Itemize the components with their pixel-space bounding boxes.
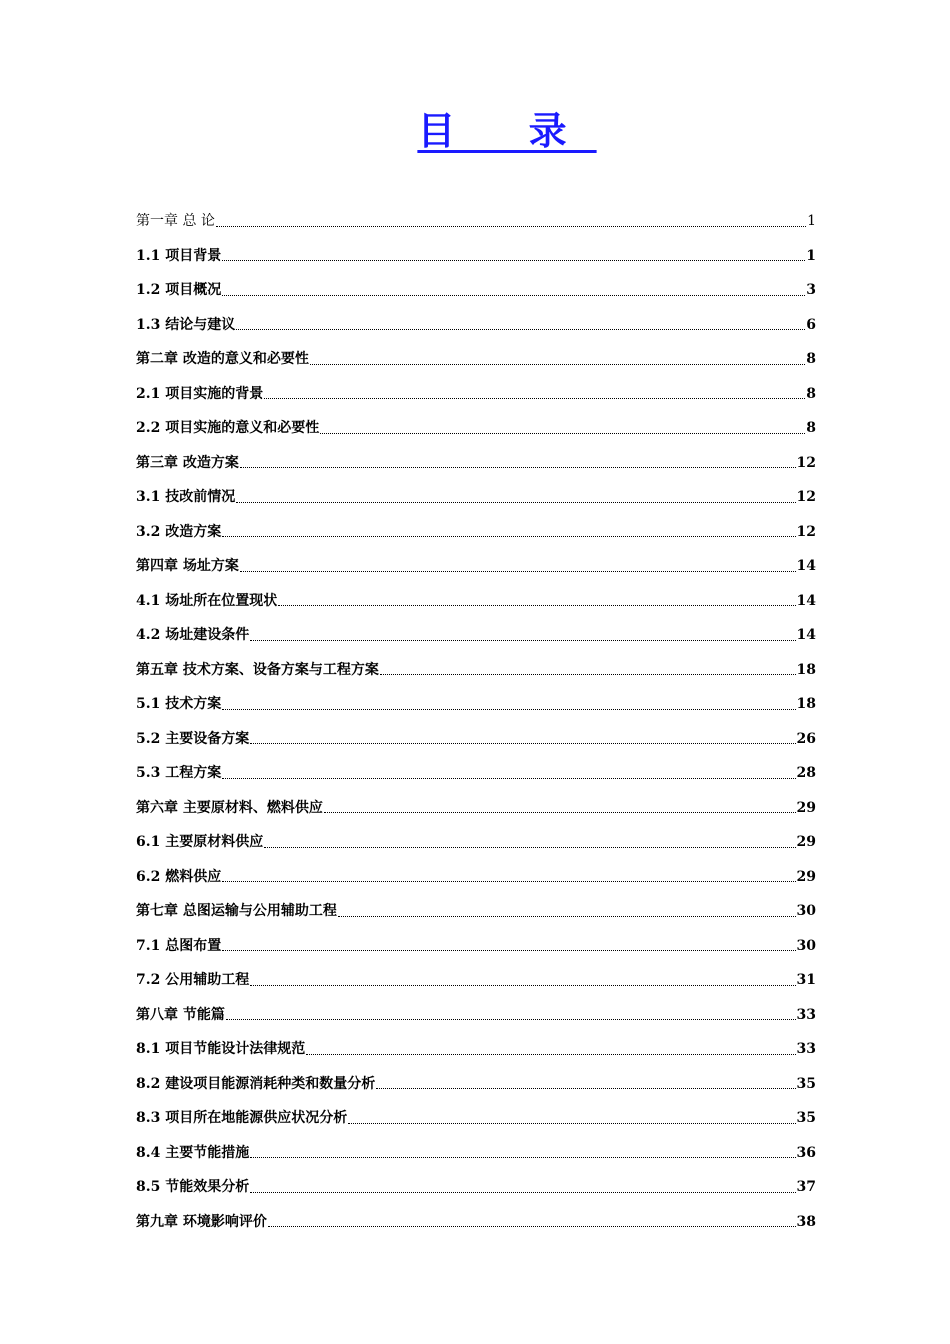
toc-entry[interactable] <box>136 722 816 757</box>
toc-entry-page-number: 8 <box>806 420 816 436</box>
toc-entry[interactable] <box>136 1067 816 1102</box>
toc-title-container <box>32 100 950 155</box>
toc-entry-label: 5.3 工程方案 <box>136 765 222 781</box>
toc-dot-leader <box>348 1101 795 1136</box>
toc-dot-leader <box>250 963 795 998</box>
toc-entry-page-number: 29 <box>796 868 816 885</box>
toc-entry[interactable] <box>136 653 816 688</box>
toc-entry-label: 3.2 改造方案 <box>136 523 222 540</box>
toc-entry-label: 7.1 总图布置 <box>136 937 222 954</box>
toc-entry[interactable] <box>136 1032 816 1067</box>
toc-dot-leader <box>250 722 795 757</box>
toc-entry-page-number: 36 <box>796 1144 816 1161</box>
toc-entry-page-number: 30 <box>796 937 816 954</box>
toc-entry-label: 2.2 项目实施的意义和必要性 <box>136 420 320 436</box>
toc-entry-label: 第五章 技术方案、设备方案与工程方案 <box>136 661 379 678</box>
toc-entry-label: 2.1 项目实施的背景 <box>136 385 264 402</box>
toc-entry-label: 5.1 技术方案 <box>136 696 222 712</box>
toc-entry[interactable] <box>136 825 816 860</box>
toc-entry-label: 8.2 建设项目能源消耗种类和数量分析 <box>136 1075 376 1092</box>
toc-entry[interactable] <box>136 411 816 446</box>
toc-entry-label: 8.1 项目节能设计法律规范 <box>136 1041 306 1057</box>
toc-dot-leader <box>236 308 805 343</box>
toc-dot-leader <box>278 584 795 619</box>
toc-entry-label: 1.2 项目概况 <box>136 282 222 298</box>
toc-entry[interactable] <box>136 584 816 619</box>
toc-dot-leader <box>380 653 796 688</box>
toc-entry[interactable] <box>136 791 816 826</box>
toc-entry-label: 4.1 场址所在位置现状 <box>136 592 278 609</box>
toc-dot-leader <box>320 411 805 446</box>
toc-entry-label: 第八章 节能篇 <box>136 1006 225 1023</box>
toc-entry-page-number: 18 <box>796 661 816 678</box>
toc-entry[interactable] <box>136 549 816 584</box>
toc-entry-label: 6.2 燃料供应 <box>136 868 222 885</box>
toc-entry-label: 第六章 主要原材料、燃料供应 <box>136 799 323 816</box>
toc-dot-leader <box>250 618 795 653</box>
toc-entry-page-number: 26 <box>796 730 816 747</box>
toc-entry[interactable] <box>136 204 816 239</box>
toc-dot-leader <box>240 549 796 584</box>
toc-entry-label: 8.5 节能效果分析 <box>136 1179 250 1195</box>
toc-entry-label: 6.1 主要原材料供应 <box>136 834 264 850</box>
table-of-contents <box>136 204 816 1239</box>
toc-entry[interactable] <box>136 998 816 1033</box>
toc-entry-page-number: 12 <box>796 454 816 471</box>
toc-dot-leader <box>324 791 796 826</box>
toc-entry-page-number: 30 <box>796 903 816 919</box>
toc-entry-label: 第九章 环境影响评价 <box>136 1213 267 1230</box>
toc-entry[interactable] <box>136 377 816 412</box>
toc-title-link[interactable]: 目 录 <box>417 109 597 153</box>
toc-entry-page-number: 3 <box>806 282 816 298</box>
toc-entry-label: 1.3 结论与建议 <box>136 316 236 333</box>
toc-entry-page-number: 29 <box>796 799 816 816</box>
toc-dot-leader <box>250 1170 795 1205</box>
toc-entry[interactable] <box>136 618 816 653</box>
toc-entry[interactable] <box>136 342 816 377</box>
toc-entry-page-number: 18 <box>796 696 816 712</box>
toc-dot-leader <box>306 1032 795 1067</box>
toc-entry-label: 第二章 改造的意义和必要性 <box>136 351 309 367</box>
toc-dot-leader <box>222 929 795 964</box>
toc-dot-leader <box>236 480 795 515</box>
toc-entry-label: 8.3 项目所在地能源供应状况分析 <box>136 1110 348 1126</box>
toc-entry[interactable] <box>136 1101 816 1136</box>
toc-entry[interactable] <box>136 515 816 550</box>
toc-dot-leader <box>222 515 795 550</box>
toc-entry[interactable] <box>136 894 816 929</box>
toc-entry-page-number: 28 <box>796 765 816 781</box>
toc-dot-leader <box>222 756 795 791</box>
toc-entry-page-number: 6 <box>806 316 816 333</box>
toc-entry-label: 3.1 技改前情况 <box>136 489 236 505</box>
toc-dot-leader <box>250 1136 795 1171</box>
toc-entry-label: 第四章 场址方案 <box>136 558 239 574</box>
toc-dot-leader <box>222 239 805 274</box>
toc-entry-label: 8.4 主要节能措施 <box>136 1144 250 1161</box>
toc-entry[interactable] <box>136 446 816 481</box>
toc-entry-page-number: 35 <box>796 1075 816 1092</box>
toc-entry[interactable] <box>136 860 816 895</box>
toc-entry-page-number: 1 <box>807 213 816 229</box>
toc-entry[interactable] <box>136 1170 816 1205</box>
toc-dot-leader <box>222 860 795 895</box>
toc-entry-page-number: 8 <box>806 385 816 402</box>
toc-dot-leader <box>240 446 796 481</box>
toc-entry-page-number: 14 <box>796 592 816 609</box>
toc-entry[interactable] <box>136 308 816 343</box>
toc-entry-page-number: 8 <box>806 351 816 367</box>
toc-entry[interactable] <box>136 273 816 308</box>
toc-entry-label: 第三章 改造方案 <box>136 454 239 471</box>
toc-entry-page-number: 14 <box>796 627 816 643</box>
toc-entry-page-number: 12 <box>796 489 816 505</box>
toc-entry[interactable] <box>136 756 816 791</box>
toc-dot-leader <box>376 1067 795 1102</box>
toc-entry-page-number: 33 <box>796 1006 816 1023</box>
toc-entry[interactable] <box>136 687 816 722</box>
toc-entry-page-number: 37 <box>796 1179 816 1195</box>
toc-entry-label: 7.2 公用辅助工程 <box>136 972 250 988</box>
toc-entry[interactable] <box>136 929 816 964</box>
toc-entry-page-number: 1 <box>806 247 816 264</box>
toc-dot-leader <box>264 825 795 860</box>
toc-entry[interactable] <box>136 1205 816 1240</box>
toc-dot-leader <box>226 998 796 1033</box>
toc-dot-leader <box>310 342 805 377</box>
toc-entry-label: 第一章 总 论 <box>136 213 215 229</box>
toc-entry[interactable] <box>136 1136 816 1171</box>
toc-entry-label: 4.2 场址建设条件 <box>136 627 250 643</box>
toc-dot-leader <box>338 894 796 929</box>
toc-entry-page-number: 35 <box>796 1110 816 1126</box>
toc-entry-page-number: 14 <box>796 558 816 574</box>
toc-entry-page-number: 33 <box>796 1041 816 1057</box>
toc-dot-leader <box>222 687 795 722</box>
toc-entry-page-number: 38 <box>796 1213 816 1230</box>
toc-dot-leader <box>222 273 805 308</box>
toc-dot-leader <box>268 1205 796 1240</box>
toc-entry-label: 第七章 总图运输与公用辅助工程 <box>136 903 337 919</box>
toc-entry-page-number: 12 <box>796 523 816 540</box>
toc-dot-leader <box>264 377 805 412</box>
toc-entry-page-number: 29 <box>796 834 816 850</box>
toc-entry[interactable] <box>136 239 816 274</box>
toc-dot-leader <box>216 204 806 239</box>
toc-entry-page-number: 31 <box>796 972 816 988</box>
toc-entry[interactable] <box>136 480 816 515</box>
toc-entry-label: 1.1 项目背景 <box>136 247 222 264</box>
toc-entry[interactable] <box>136 963 816 998</box>
toc-entry-label: 5.2 主要设备方案 <box>136 730 250 747</box>
